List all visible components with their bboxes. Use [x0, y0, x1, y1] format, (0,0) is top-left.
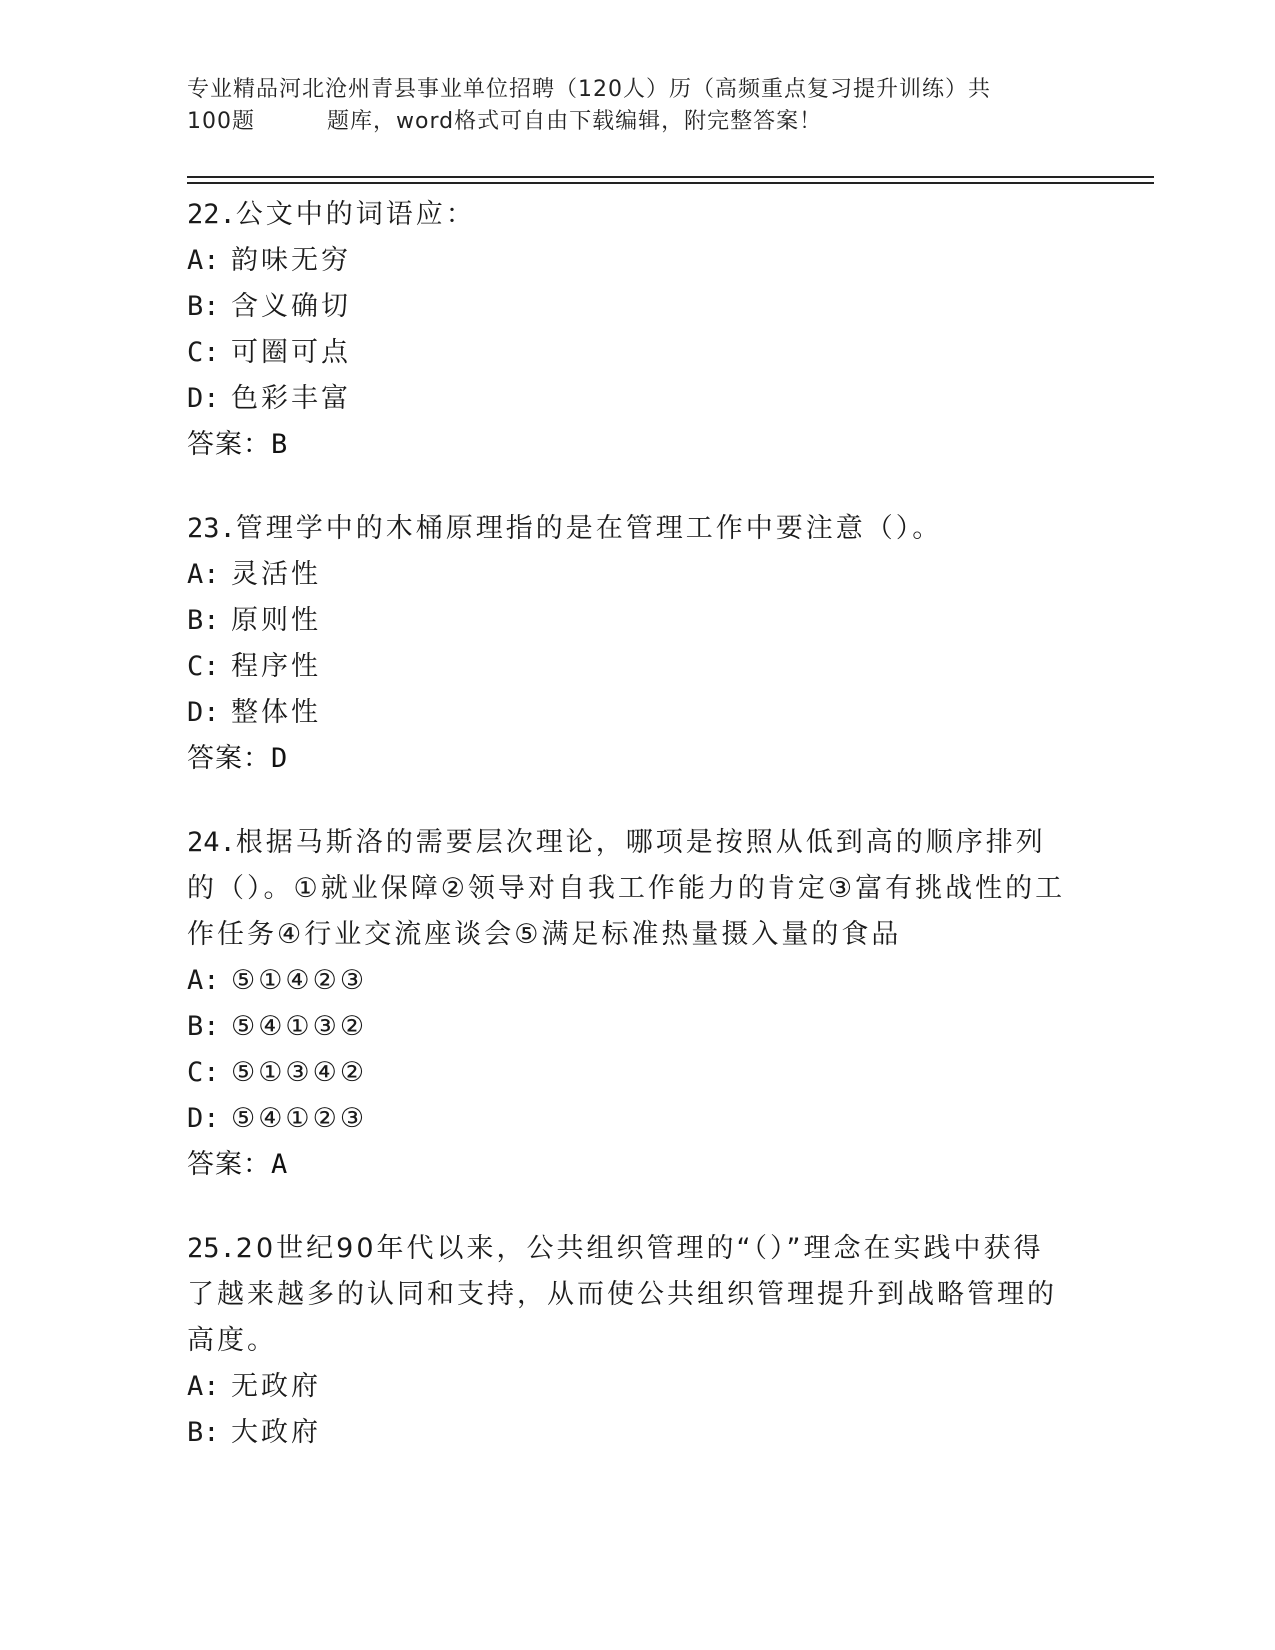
question-text: 管理学中的木桶原理指的是在管理工作中要注意（）。: [235, 513, 943, 544]
option-text: 含义确切: [231, 291, 351, 322]
header-divider-bottom: [187, 182, 1154, 184]
question-text: 根据马斯洛的需要层次理论，哪项是按照从低到高的顺序排列的（）。①就业保障②领导对自我工作能力的肯定③富有挑战性的工作任务④行业交流座谈会⑤满足标准热量摄入量的食品: [187, 827, 1066, 950]
question-number: 24.: [187, 827, 236, 858]
option-text: 无政府: [231, 1371, 321, 1402]
option-text: ⑤④①③②: [231, 1011, 368, 1042]
option-key: B:: [187, 1417, 220, 1448]
header-question-count: 100题: [187, 109, 255, 134]
option-b: [187, 1004, 1067, 1050]
option-b: [187, 1410, 1067, 1456]
question-text: 20世纪90年代以来，公共组织管理的“（）”理念在实践中获得了越来越多的认同和支持，从而使公共组织管理提升到战略管理的高度。: [187, 1233, 1057, 1356]
question-list: [187, 192, 1067, 1494]
question-stem: [187, 506, 1067, 552]
option-key: C:: [187, 651, 220, 682]
option-text: 韵味无穷: [231, 245, 351, 276]
option-text: 可圈可点: [231, 337, 351, 368]
answer-line: [187, 1142, 1067, 1188]
question-22: [187, 192, 1067, 468]
question-stem: [187, 820, 1067, 958]
question-number: 25.: [187, 1233, 236, 1264]
option-d: [187, 1096, 1067, 1142]
question-stem: [187, 1226, 1067, 1364]
option-text: 灵活性: [231, 559, 321, 590]
question-25: [187, 1226, 1067, 1456]
document-header: [187, 74, 1087, 138]
option-key: D:: [187, 697, 220, 728]
option-key: A:: [187, 965, 220, 996]
question-number: 22.: [187, 199, 236, 230]
option-b: [187, 284, 1067, 330]
question-number: 23.: [187, 513, 236, 544]
option-text: ⑤④①②③: [231, 1103, 368, 1134]
option-text: 大政府: [231, 1417, 321, 1448]
option-c: [187, 644, 1067, 690]
option-text: 整体性: [231, 697, 321, 728]
option-key: C:: [187, 337, 220, 368]
option-d: [187, 376, 1067, 422]
option-d: [187, 690, 1067, 736]
option-key: A:: [187, 245, 220, 276]
answer-value: A: [271, 1149, 289, 1180]
answer-line: [187, 422, 1067, 468]
option-a: [187, 238, 1067, 284]
option-a: [187, 1364, 1067, 1410]
header-line-2: [187, 106, 1087, 138]
option-b: [187, 598, 1067, 644]
option-key: C:: [187, 1057, 220, 1088]
answer-line: [187, 736, 1067, 782]
option-c: [187, 330, 1067, 376]
option-key: A:: [187, 1371, 220, 1402]
option-key: B:: [187, 291, 220, 322]
question-text: 公文中的词语应：: [235, 199, 476, 230]
option-c: [187, 1050, 1067, 1096]
answer-label: 答案：: [187, 429, 271, 460]
option-key: B:: [187, 1011, 220, 1042]
option-a: [187, 958, 1067, 1004]
answer-value: B: [271, 429, 289, 460]
option-text: 色彩丰富: [231, 383, 351, 414]
question-24: [187, 820, 1067, 1188]
answer-label: 答案：: [187, 1149, 271, 1180]
option-key: D:: [187, 1103, 220, 1134]
option-text: 程序性: [231, 651, 321, 682]
option-key: A:: [187, 559, 220, 590]
option-text: 原则性: [231, 605, 321, 636]
option-key: D:: [187, 383, 220, 414]
question-23: [187, 506, 1067, 782]
question-stem: [187, 192, 1067, 238]
answer-label: 答案：: [187, 743, 271, 774]
header-divider-top: [187, 176, 1154, 178]
header-description: 题库，word格式可自由下载编辑，附完整答案！: [327, 109, 823, 134]
header-line-1: 专业精品河北沧州青县事业单位招聘（120人）历（高频重点复习提升训练）共: [187, 77, 991, 102]
option-text: ⑤①④②③: [231, 965, 368, 996]
option-a: [187, 552, 1067, 598]
option-key: B:: [187, 605, 220, 636]
option-text: ⑤①③④②: [231, 1057, 368, 1088]
answer-value: D: [271, 743, 289, 774]
